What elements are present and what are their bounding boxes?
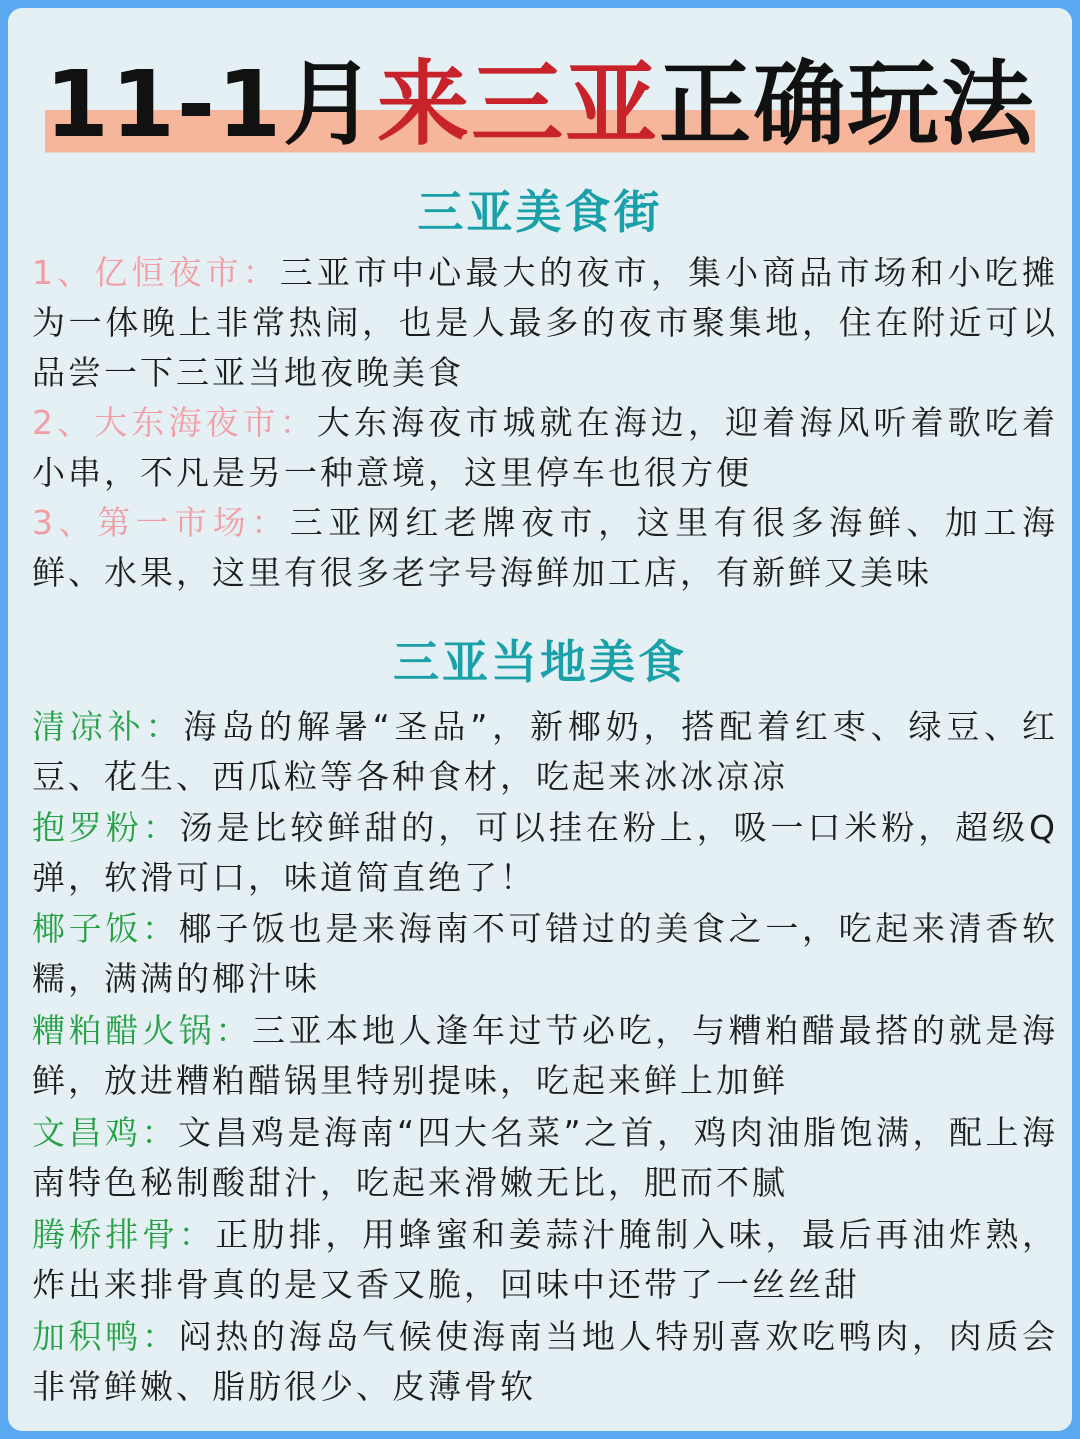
item-label: 1、亿恒夜市： [32,253,280,292]
local-food-item [32,904,1058,1004]
item-label: 2、大东海夜市： [32,403,317,442]
item-label: 清凉补： [32,707,184,746]
local-food-item [32,803,1058,903]
section-heading-local-food: 三亚当地美食 [393,635,687,689]
local-food-item [32,1312,1058,1412]
item-label: 腾桥排骨： [32,1215,216,1254]
item-text: 大东海夜市城就在海边，迎着海风听着歌吃着小串，不凡是另一种意境，这里停车也很方便 [32,403,1059,492]
page-title [8,50,1072,160]
item-text: 海岛的解暑“圣品”，新椰奶，搭配着红枣、绿豆、红豆、花生、西瓜粒等各种食材，吃起来冰冰凉凉 [32,707,1059,796]
item-label: 椰子饭： [32,909,179,948]
item-label: 加积鸭： [32,1317,179,1356]
item-text: 正肋排，用蜂蜜和姜蒜汁腌制入味，最后再油炸熟，炸出来排骨真的是又香又脆，回味中还带了一丝丝甜 [32,1215,1059,1304]
item-label: 糟粕醋火锅： [32,1011,252,1050]
local-food-item [32,1108,1058,1208]
item-text: 三亚本地人逢年过节必吃，与糟粕醋最搭的就是海鲜，放进糟粕醋锅里特别提味，吃起来鲜上加鲜 [32,1011,1059,1100]
local-food-item [32,1210,1058,1310]
item-label: 3、第一市场： [32,503,290,542]
food-street-item [32,398,1058,498]
item-text: 文昌鸡是海南“四大名菜”之首，鸡肉油脂饱满，配上海南特色秘制酸甜汁，吃起来滑嫩无比，肥而不腻 [32,1113,1059,1202]
item-text: 椰子饭也是来海南不可错过的美食之一，吃起来清香软糯，满满的椰汁味 [32,909,1059,998]
food-street-item [32,248,1058,398]
item-label: 文昌鸡： [32,1113,178,1152]
title-part-2: 来三亚 [377,51,660,158]
item-text: 三亚市中心最大的夜市，集小商品市场和小吃摊为一体晚上非常热闹，也是人最多的夜市聚集地，住在附近可以品尝一下三亚当地夜晚美食 [32,253,1059,392]
title-part-3: 正确玩法 [659,51,1036,158]
content-card [8,8,1072,1431]
food-street-item [32,498,1058,598]
local-food-item [32,1006,1058,1106]
item-label: 抱罗粉： [32,808,180,847]
item-text: 三亚网红老牌夜市，这里有很多海鲜、加工海鲜、水果，这里有很多老字号海鲜加工店，有新鲜又美味 [32,503,1058,592]
local-food-item [32,702,1058,802]
section-heading-food-street: 三亚美食街 [417,185,663,239]
item-text: 汤是比较鲜甜的，可以挂在粉上，吸一口米粉，超级Q弹，软滑可口，味道简直绝了！ [32,808,1059,897]
item-text: 闷热的海岛气候使海南当地人特别喜欢吃鸭肉，肉质会非常鲜嫩、脂肪很少、皮薄骨软 [32,1317,1059,1406]
title-part-1: 11-1月 [44,51,378,158]
